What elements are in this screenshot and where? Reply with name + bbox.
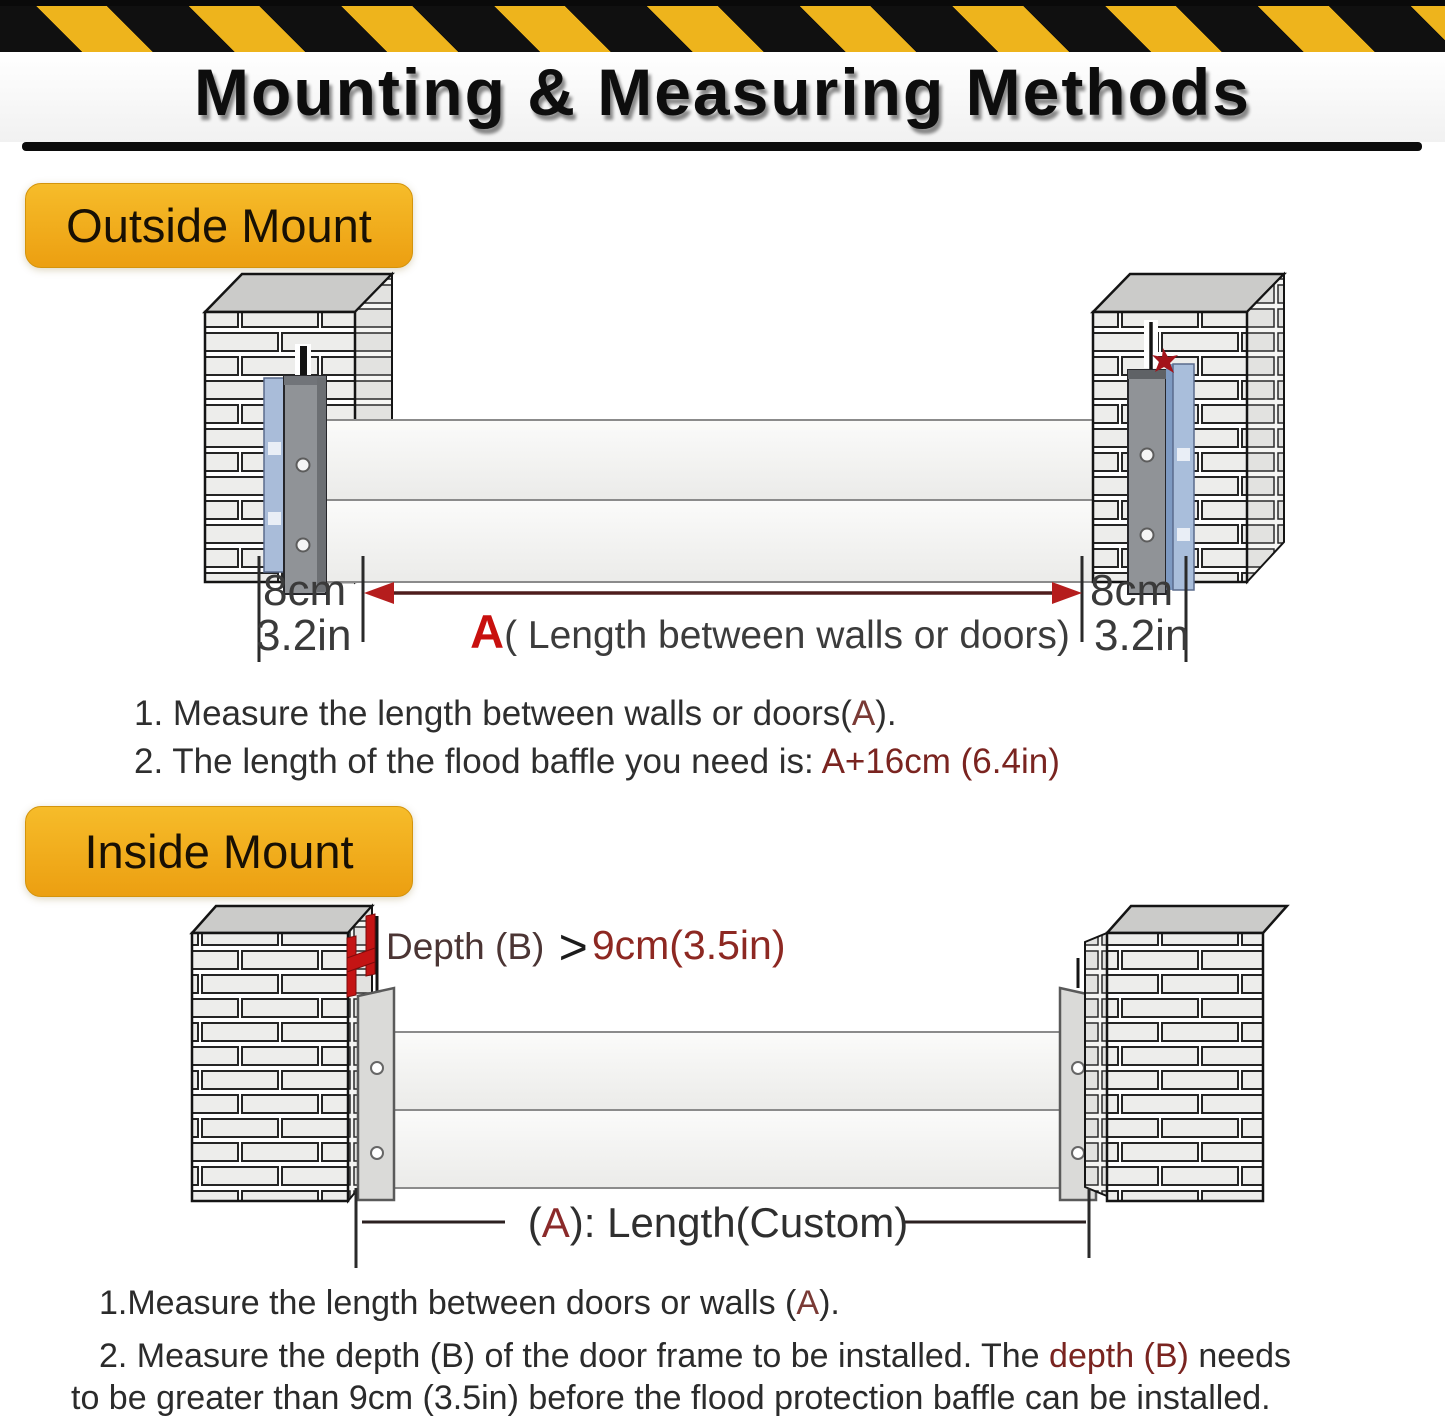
inside-left-channel <box>358 988 394 1200</box>
greater-than-sign: > <box>558 919 588 975</box>
outside-step-2: 2. The length of the flood baffle you need is: A+16cm (6.4in) <box>134 742 1060 781</box>
screw-hole <box>1072 1147 1084 1159</box>
screw-hole <box>1072 1062 1084 1074</box>
inside-mount-badge: Inside Mount <box>25 806 413 897</box>
span-label-text: ( Length between walls or doors) <box>504 614 1070 657</box>
screw-hole <box>297 459 310 472</box>
flood-barrier-panels <box>394 1032 1068 1188</box>
inside-span-label: (A): Length(Custom) <box>527 1199 909 1246</box>
outside-left-channel <box>284 376 326 594</box>
screw-hole <box>297 539 310 552</box>
depth-b-highlight: depth (B) <box>1049 1337 1189 1375</box>
flood-barrier-panels <box>322 420 1138 582</box>
outside-span-label <box>430 604 1110 659</box>
page-title: Mounting & Measuring Methods <box>194 55 1251 129</box>
screw-hole <box>1141 529 1154 542</box>
span-letter-a: A <box>541 1199 570 1246</box>
caution-stripe-banner <box>0 0 1445 52</box>
inside-left-pillar <box>192 906 372 1201</box>
depth-requirement-label: Depth (B) >9cm(3.5in) <box>386 919 786 975</box>
outside-right-offset-cm: 8cm <box>1090 566 1174 615</box>
step-letter-a: A <box>796 1284 820 1322</box>
outside-left-offset-in: 3.2in <box>256 611 352 660</box>
baffle-length-formula: A+16cm (6.4in) <box>821 742 1060 781</box>
outside-right-offset-in: 3.2in <box>1094 611 1190 660</box>
inside-step-2-line-2: to be greater than 9cm (3.5in) before the flood protection baffle can be installed. <box>71 1379 1271 1417</box>
outside-left-offset-cm: 8cm <box>263 566 347 615</box>
outside-right-channel <box>1128 370 1166 594</box>
screw-hole <box>371 1147 383 1159</box>
screw-hole <box>1141 449 1154 462</box>
double-arrow-icon <box>364 582 1082 604</box>
inside-right-pillar <box>1085 906 1287 1201</box>
inside-step-2-line-1: 2. Measure the depth (B) of the door frame to be installed. The depth (B) needs <box>99 1337 1291 1375</box>
depth-value: 9cm(3.5in) <box>591 922 786 968</box>
header-divider <box>22 142 1422 151</box>
outside-mount-badge: Outside Mount <box>25 183 413 268</box>
screw-hole <box>371 1062 383 1074</box>
span-letter-a: A <box>470 605 505 658</box>
inside-step-1: 1.Measure the length between doors or walls (A). <box>99 1284 840 1322</box>
step-letter-a: A <box>851 694 876 733</box>
outside-step-1: 1. Measure the length between walls or doors(A). <box>134 694 897 733</box>
